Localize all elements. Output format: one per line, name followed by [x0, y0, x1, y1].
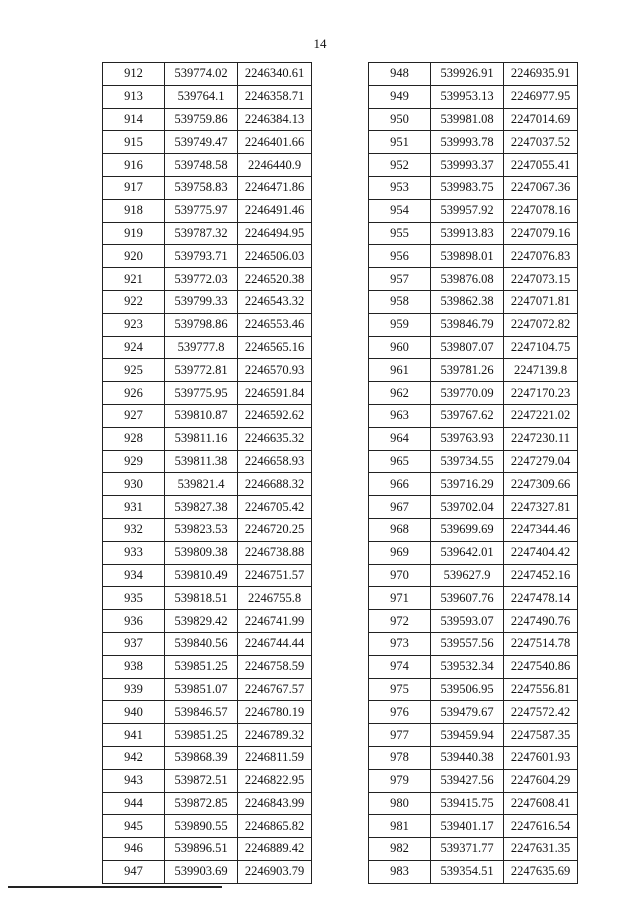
point-number-cell: 954 — [369, 199, 431, 222]
y-coordinate-cell: 2247055.41 — [504, 154, 578, 177]
x-coordinate-cell: 539354.51 — [431, 860, 504, 883]
x-coordinate-cell: 539903.69 — [165, 860, 238, 883]
x-coordinate-cell: 539781.26 — [431, 359, 504, 382]
y-coordinate-cell: 2246720.25 — [238, 518, 312, 541]
table-row — [369, 724, 578, 747]
table-row — [103, 838, 312, 861]
table-row — [369, 176, 578, 199]
x-coordinate-cell: 539846.79 — [431, 313, 504, 336]
y-coordinate-cell: 2247071.81 — [504, 290, 578, 313]
y-coordinate-cell: 2247601.93 — [504, 746, 578, 769]
x-coordinate-cell: 539823.53 — [165, 518, 238, 541]
y-coordinate-cell: 2247540.86 — [504, 655, 578, 678]
table-row — [103, 268, 312, 291]
point-number-cell: 912 — [103, 63, 165, 86]
point-number-cell: 936 — [103, 610, 165, 633]
table-row — [369, 746, 578, 769]
table-row — [103, 85, 312, 108]
table-row — [103, 199, 312, 222]
x-coordinate-cell: 539851.25 — [165, 724, 238, 747]
point-number-cell: 933 — [103, 541, 165, 564]
point-number-cell: 971 — [369, 587, 431, 610]
y-coordinate-cell: 2247072.82 — [504, 313, 578, 336]
table-row — [369, 222, 578, 245]
table-row — [103, 427, 312, 450]
table-row — [103, 746, 312, 769]
point-number-cell: 948 — [369, 63, 431, 86]
point-number-cell: 922 — [103, 290, 165, 313]
table-row — [103, 450, 312, 473]
table-row — [369, 450, 578, 473]
x-coordinate-cell: 539993.78 — [431, 131, 504, 154]
point-number-cell: 979 — [369, 769, 431, 792]
x-coordinate-cell: 539851.07 — [165, 678, 238, 701]
y-coordinate-cell: 2247587.35 — [504, 724, 578, 747]
point-number-cell: 927 — [103, 404, 165, 427]
x-coordinate-cell: 539716.29 — [431, 473, 504, 496]
table-row — [103, 154, 312, 177]
table-row — [103, 541, 312, 564]
x-coordinate-cell: 539459.94 — [431, 724, 504, 747]
x-coordinate-cell: 539926.91 — [431, 63, 504, 86]
x-coordinate-cell: 539851.25 — [165, 655, 238, 678]
point-number-cell: 982 — [369, 838, 431, 861]
point-number-cell: 921 — [103, 268, 165, 291]
y-coordinate-cell: 2247514.78 — [504, 632, 578, 655]
table-row — [103, 382, 312, 405]
x-coordinate-cell: 539557.56 — [431, 632, 504, 655]
x-coordinate-cell: 539872.51 — [165, 769, 238, 792]
x-coordinate-cell: 539829.42 — [165, 610, 238, 633]
point-number-cell: 978 — [369, 746, 431, 769]
x-coordinate-cell: 539702.04 — [431, 496, 504, 519]
x-coordinate-cell: 539775.97 — [165, 199, 238, 222]
x-coordinate-cell: 539798.86 — [165, 313, 238, 336]
x-coordinate-cell: 539427.56 — [431, 769, 504, 792]
x-coordinate-cell: 539506.95 — [431, 678, 504, 701]
point-number-cell: 976 — [369, 701, 431, 724]
y-coordinate-cell: 2247478.14 — [504, 587, 578, 610]
point-number-cell: 942 — [103, 746, 165, 769]
y-coordinate-cell: 2247037.52 — [504, 131, 578, 154]
point-number-cell: 916 — [103, 154, 165, 177]
point-number-cell: 924 — [103, 336, 165, 359]
table-row — [369, 587, 578, 610]
y-coordinate-cell: 2247014.69 — [504, 108, 578, 131]
point-number-cell: 974 — [369, 655, 431, 678]
table-row — [103, 792, 312, 815]
x-coordinate-cell: 539764.1 — [165, 85, 238, 108]
table-row — [369, 313, 578, 336]
table-row — [369, 815, 578, 838]
x-coordinate-cell: 539890.55 — [165, 815, 238, 838]
x-coordinate-cell: 539777.8 — [165, 336, 238, 359]
y-coordinate-cell: 2246789.32 — [238, 724, 312, 747]
x-coordinate-cell: 539642.01 — [431, 541, 504, 564]
x-coordinate-cell: 539840.56 — [165, 632, 238, 655]
y-coordinate-cell: 2247104.75 — [504, 336, 578, 359]
point-number-cell: 929 — [103, 450, 165, 473]
y-coordinate-cell: 2246751.57 — [238, 564, 312, 587]
point-number-cell: 940 — [103, 701, 165, 724]
point-number-cell: 928 — [103, 427, 165, 450]
point-number-cell: 941 — [103, 724, 165, 747]
y-coordinate-cell: 2246440.9 — [238, 154, 312, 177]
y-coordinate-cell: 2247604.29 — [504, 769, 578, 792]
x-coordinate-cell: 539868.39 — [165, 746, 238, 769]
table-row — [103, 632, 312, 655]
point-number-cell: 975 — [369, 678, 431, 701]
x-coordinate-cell: 539759.86 — [165, 108, 238, 131]
x-coordinate-cell: 539876.08 — [431, 268, 504, 291]
point-number-cell: 937 — [103, 632, 165, 655]
table-row — [369, 382, 578, 405]
x-coordinate-cell: 539913.83 — [431, 222, 504, 245]
point-number-cell: 956 — [369, 245, 431, 268]
x-coordinate-cell: 539532.34 — [431, 655, 504, 678]
table-row — [103, 176, 312, 199]
y-coordinate-cell: 2247452.16 — [504, 564, 578, 587]
table-row — [103, 678, 312, 701]
table-row — [103, 245, 312, 268]
point-number-cell: 926 — [103, 382, 165, 405]
point-number-cell: 973 — [369, 632, 431, 655]
table-row — [103, 222, 312, 245]
point-number-cell: 952 — [369, 154, 431, 177]
table-row — [369, 108, 578, 131]
table-row — [103, 564, 312, 587]
y-coordinate-cell: 2247309.66 — [504, 473, 578, 496]
x-coordinate-cell: 539846.57 — [165, 701, 238, 724]
point-number-cell: 955 — [369, 222, 431, 245]
x-coordinate-cell: 539809.38 — [165, 541, 238, 564]
x-coordinate-cell: 539699.69 — [431, 518, 504, 541]
table-row — [103, 587, 312, 610]
x-coordinate-cell: 539734.55 — [431, 450, 504, 473]
point-number-cell: 963 — [369, 404, 431, 427]
table-row — [369, 632, 578, 655]
table-row — [369, 199, 578, 222]
point-number-cell: 961 — [369, 359, 431, 382]
y-coordinate-cell: 2246553.46 — [238, 313, 312, 336]
point-number-cell: 947 — [103, 860, 165, 883]
point-number-cell: 917 — [103, 176, 165, 199]
point-number-cell: 943 — [103, 769, 165, 792]
x-coordinate-cell: 539953.13 — [431, 85, 504, 108]
x-coordinate-cell: 539793.71 — [165, 245, 238, 268]
point-number-cell: 931 — [103, 496, 165, 519]
table-row — [103, 860, 312, 883]
y-coordinate-cell: 2246889.42 — [238, 838, 312, 861]
y-coordinate-cell: 2247067.36 — [504, 176, 578, 199]
table-row — [369, 678, 578, 701]
y-coordinate-cell: 2247635.69 — [504, 860, 578, 883]
point-number-cell: 923 — [103, 313, 165, 336]
point-number-cell: 913 — [103, 85, 165, 108]
point-number-cell: 925 — [103, 359, 165, 382]
y-coordinate-cell: 2246401.66 — [238, 131, 312, 154]
y-coordinate-cell: 2246758.59 — [238, 655, 312, 678]
table-row — [369, 769, 578, 792]
table-row — [369, 131, 578, 154]
table-row — [103, 63, 312, 86]
y-coordinate-cell: 2246755.8 — [238, 587, 312, 610]
point-number-cell: 918 — [103, 199, 165, 222]
y-coordinate-cell: 2247079.16 — [504, 222, 578, 245]
y-coordinate-cell: 2247230.11 — [504, 427, 578, 450]
table-row — [369, 427, 578, 450]
x-coordinate-cell: 539810.49 — [165, 564, 238, 587]
y-coordinate-cell: 2246565.16 — [238, 336, 312, 359]
table-row — [369, 496, 578, 519]
point-number-cell: 983 — [369, 860, 431, 883]
point-number-cell: 932 — [103, 518, 165, 541]
table-row — [369, 359, 578, 382]
x-coordinate-cell: 539627.9 — [431, 564, 504, 587]
y-coordinate-cell: 2247490.76 — [504, 610, 578, 633]
x-coordinate-cell: 539983.75 — [431, 176, 504, 199]
point-number-cell: 950 — [369, 108, 431, 131]
y-coordinate-cell: 2246358.71 — [238, 85, 312, 108]
x-coordinate-cell: 539898.01 — [431, 245, 504, 268]
table-row — [369, 473, 578, 496]
y-coordinate-cell: 2246384.13 — [238, 108, 312, 131]
x-coordinate-cell: 539770.09 — [431, 382, 504, 405]
y-coordinate-cell: 2246741.99 — [238, 610, 312, 633]
point-number-cell: 953 — [369, 176, 431, 199]
table-row — [369, 655, 578, 678]
point-number-cell: 915 — [103, 131, 165, 154]
point-number-cell: 944 — [103, 792, 165, 815]
y-coordinate-cell: 2247221.02 — [504, 404, 578, 427]
y-coordinate-cell: 2247572.42 — [504, 701, 578, 724]
y-coordinate-cell: 2247327.81 — [504, 496, 578, 519]
x-coordinate-cell: 539767.62 — [431, 404, 504, 427]
table-row — [103, 359, 312, 382]
y-coordinate-cell: 2246865.82 — [238, 815, 312, 838]
y-coordinate-cell: 2246843.99 — [238, 792, 312, 815]
y-coordinate-cell: 2247076.83 — [504, 245, 578, 268]
point-number-cell: 965 — [369, 450, 431, 473]
point-number-cell: 970 — [369, 564, 431, 587]
x-coordinate-cell: 539593.07 — [431, 610, 504, 633]
table-row — [369, 701, 578, 724]
y-coordinate-cell: 2246658.93 — [238, 450, 312, 473]
x-coordinate-cell: 539872.85 — [165, 792, 238, 815]
x-coordinate-cell: 539775.95 — [165, 382, 238, 405]
table-row — [369, 85, 578, 108]
point-number-cell: 919 — [103, 222, 165, 245]
y-coordinate-cell: 2247139.8 — [504, 359, 578, 382]
x-coordinate-cell: 539818.51 — [165, 587, 238, 610]
x-coordinate-cell: 539748.58 — [165, 154, 238, 177]
y-coordinate-cell: 2246811.59 — [238, 746, 312, 769]
table-row — [103, 724, 312, 747]
table-row — [369, 792, 578, 815]
y-coordinate-cell: 2246570.93 — [238, 359, 312, 382]
coordinates-table-right — [368, 62, 578, 884]
y-coordinate-cell: 2246903.79 — [238, 860, 312, 883]
x-coordinate-cell: 539827.38 — [165, 496, 238, 519]
y-coordinate-cell: 2246340.61 — [238, 63, 312, 86]
x-coordinate-cell: 539821.4 — [165, 473, 238, 496]
point-number-cell: 960 — [369, 336, 431, 359]
point-number-cell: 964 — [369, 427, 431, 450]
point-number-cell: 949 — [369, 85, 431, 108]
point-number-cell: 938 — [103, 655, 165, 678]
y-coordinate-cell: 2246977.95 — [504, 85, 578, 108]
table-row — [103, 108, 312, 131]
table-row — [369, 860, 578, 883]
x-coordinate-cell: 539415.75 — [431, 792, 504, 815]
y-coordinate-cell: 2247344.46 — [504, 518, 578, 541]
page-number: 14 — [313, 36, 327, 51]
point-number-cell: 959 — [369, 313, 431, 336]
y-coordinate-cell: 2246767.57 — [238, 678, 312, 701]
table-row — [103, 815, 312, 838]
point-number-cell: 945 — [103, 815, 165, 838]
y-coordinate-cell: 2247073.15 — [504, 268, 578, 291]
table-row — [369, 541, 578, 564]
x-coordinate-cell: 539810.87 — [165, 404, 238, 427]
y-coordinate-cell: 2247279.04 — [504, 450, 578, 473]
y-coordinate-cell: 2247556.81 — [504, 678, 578, 701]
point-number-cell: 966 — [369, 473, 431, 496]
x-coordinate-cell: 539479.67 — [431, 701, 504, 724]
table-row — [369, 290, 578, 313]
x-coordinate-cell: 539371.77 — [431, 838, 504, 861]
coordinates-table-left — [102, 62, 312, 884]
y-coordinate-cell: 2247404.42 — [504, 541, 578, 564]
x-coordinate-cell: 539811.16 — [165, 427, 238, 450]
table-row — [103, 610, 312, 633]
point-number-cell: 977 — [369, 724, 431, 747]
point-number-cell: 957 — [369, 268, 431, 291]
x-coordinate-cell: 539758.83 — [165, 176, 238, 199]
x-coordinate-cell: 539607.76 — [431, 587, 504, 610]
x-coordinate-cell: 539993.37 — [431, 154, 504, 177]
table-row — [369, 404, 578, 427]
table-row — [369, 564, 578, 587]
table-row — [369, 838, 578, 861]
y-coordinate-cell: 2247608.41 — [504, 792, 578, 815]
y-coordinate-cell: 2246688.32 — [238, 473, 312, 496]
point-number-cell: 934 — [103, 564, 165, 587]
point-number-cell: 920 — [103, 245, 165, 268]
point-number-cell: 967 — [369, 496, 431, 519]
table-row — [369, 63, 578, 86]
x-coordinate-cell: 539811.38 — [165, 450, 238, 473]
y-coordinate-cell: 2246491.46 — [238, 199, 312, 222]
footer-rule — [8, 886, 222, 888]
y-coordinate-cell: 2246592.62 — [238, 404, 312, 427]
x-coordinate-cell: 539896.51 — [165, 838, 238, 861]
x-coordinate-cell: 539787.32 — [165, 222, 238, 245]
x-coordinate-cell: 539774.02 — [165, 63, 238, 86]
point-number-cell: 930 — [103, 473, 165, 496]
table-row — [369, 154, 578, 177]
y-coordinate-cell: 2246705.42 — [238, 496, 312, 519]
table-row — [103, 518, 312, 541]
y-coordinate-cell: 2246591.84 — [238, 382, 312, 405]
table-row — [103, 290, 312, 313]
y-coordinate-cell: 2246635.32 — [238, 427, 312, 450]
x-coordinate-cell: 539981.08 — [431, 108, 504, 131]
table-row — [103, 496, 312, 519]
y-coordinate-cell: 2246935.91 — [504, 63, 578, 86]
table-row — [103, 655, 312, 678]
x-coordinate-cell: 539957.92 — [431, 199, 504, 222]
point-number-cell: 935 — [103, 587, 165, 610]
point-number-cell: 962 — [369, 382, 431, 405]
point-number-cell: 980 — [369, 792, 431, 815]
point-number-cell: 946 — [103, 838, 165, 861]
y-coordinate-cell: 2246738.88 — [238, 541, 312, 564]
point-number-cell: 968 — [369, 518, 431, 541]
x-coordinate-cell: 539401.17 — [431, 815, 504, 838]
x-coordinate-cell: 539799.33 — [165, 290, 238, 313]
y-coordinate-cell: 2247631.35 — [504, 838, 578, 861]
table-row — [103, 701, 312, 724]
table-row — [369, 245, 578, 268]
table-row — [369, 610, 578, 633]
x-coordinate-cell: 539807.07 — [431, 336, 504, 359]
table-row — [369, 518, 578, 541]
table-row — [103, 336, 312, 359]
table-row — [369, 268, 578, 291]
x-coordinate-cell: 539749.47 — [165, 131, 238, 154]
y-coordinate-cell: 2246822.95 — [238, 769, 312, 792]
y-coordinate-cell: 2246494.95 — [238, 222, 312, 245]
table-row — [103, 131, 312, 154]
y-coordinate-cell: 2246780.19 — [238, 701, 312, 724]
y-coordinate-cell: 2247616.54 — [504, 815, 578, 838]
point-number-cell: 969 — [369, 541, 431, 564]
x-coordinate-cell: 539440.38 — [431, 746, 504, 769]
y-coordinate-cell: 2246744.44 — [238, 632, 312, 655]
table-row — [103, 769, 312, 792]
x-coordinate-cell: 539772.81 — [165, 359, 238, 382]
point-number-cell: 951 — [369, 131, 431, 154]
table-row — [369, 336, 578, 359]
point-number-cell: 981 — [369, 815, 431, 838]
y-coordinate-cell: 2246506.03 — [238, 245, 312, 268]
y-coordinate-cell: 2247170.23 — [504, 382, 578, 405]
x-coordinate-cell: 539763.93 — [431, 427, 504, 450]
point-number-cell: 958 — [369, 290, 431, 313]
x-coordinate-cell: 539772.03 — [165, 268, 238, 291]
table-row — [103, 473, 312, 496]
y-coordinate-cell: 2246543.32 — [238, 290, 312, 313]
point-number-cell: 939 — [103, 678, 165, 701]
table-row — [103, 404, 312, 427]
table-row — [103, 313, 312, 336]
point-number-cell: 914 — [103, 108, 165, 131]
y-coordinate-cell: 2246520.38 — [238, 268, 312, 291]
y-coordinate-cell: 2247078.16 — [504, 199, 578, 222]
x-coordinate-cell: 539862.38 — [431, 290, 504, 313]
point-number-cell: 972 — [369, 610, 431, 633]
y-coordinate-cell: 2246471.86 — [238, 176, 312, 199]
